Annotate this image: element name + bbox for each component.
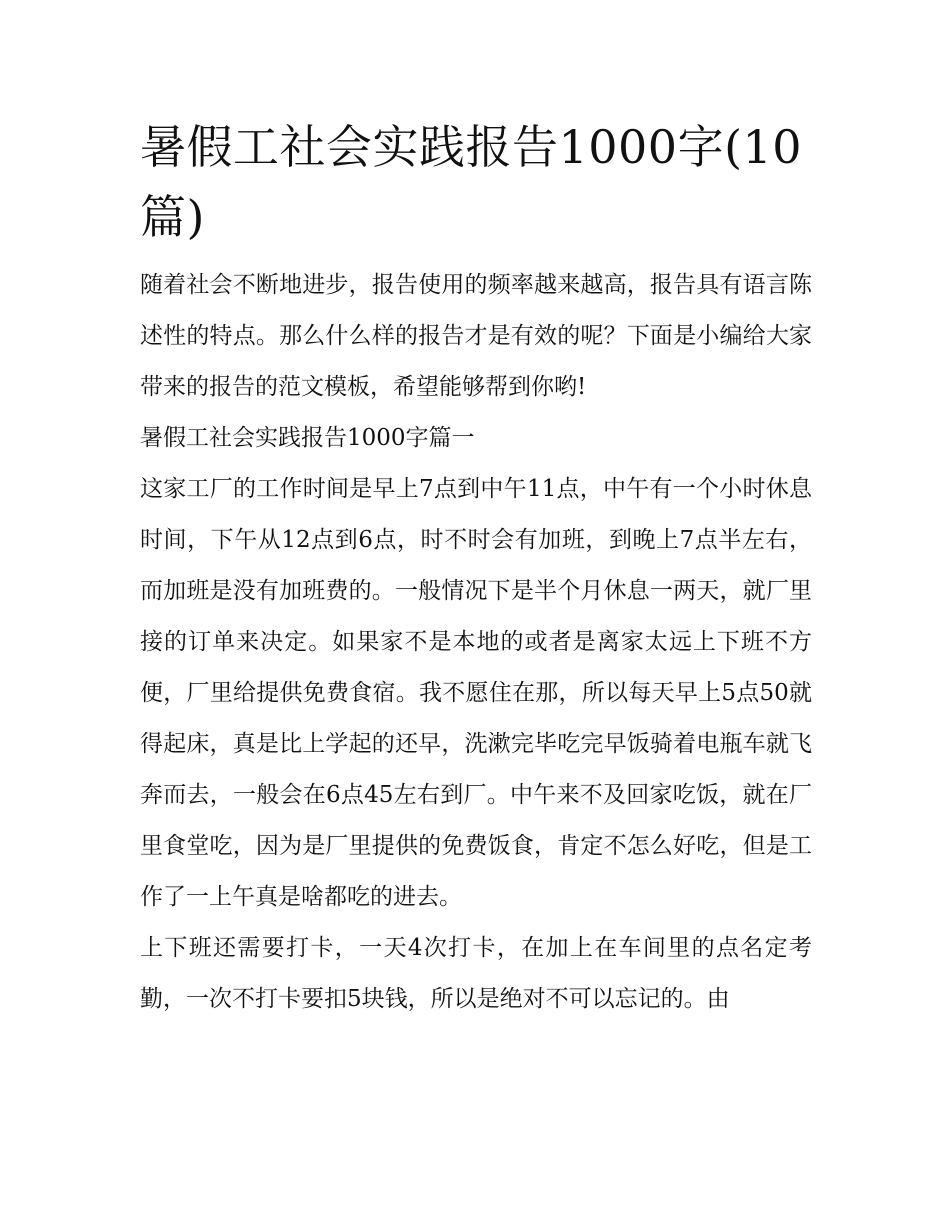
intro-paragraph: 随着社会不断地进步，报告使用的频率越来越高，报告具有语言陈述性的特点。那么什么样的报告才是有效的呢？下面是小编给大家带来的报告的范文模板，希望能够帮到你哟! [140, 272, 812, 400]
body-paragraph-1: 这家工厂的工作时间是早上7点到中午11点，中午有一个小时休息时间，下午从12点到6点，时不时会有加班，到晚上7点半左右，而加班是没有加班费的。一般情况下是半个月休息一两天，就厂里接的订单来决定。如果家不是本地的或者是离家太远上下班不方便，厂里给提供免费食宿。我不愿住在那，所以每天早上5点50就得起床，真是比上学起的还早，洗漱完毕吃完早饭骑着电瓶车就飞奔而去，一般会在6点45左右到厂。中午来不及回家吃饭，就在厂里食堂吃，因为是厂里提供的免费饭食，肯定不怎么好吃，但是工作了一上午真是啥都吃的进去。 [140, 476, 812, 910]
document-title: 暑假工社会实践报告1000字(10篇) [140, 120, 803, 244]
body-paragraph-2: 上下班还需要打卡，一天4次打卡，在加上在车间里的点名定考勤，一次不打卡要扣5块钱，所以是绝对不可以忘记的。由 [140, 935, 812, 1012]
section-heading: 暑假工社会实践报告1000字篇一 [140, 425, 475, 451]
document-page [140, 112, 812, 1025]
